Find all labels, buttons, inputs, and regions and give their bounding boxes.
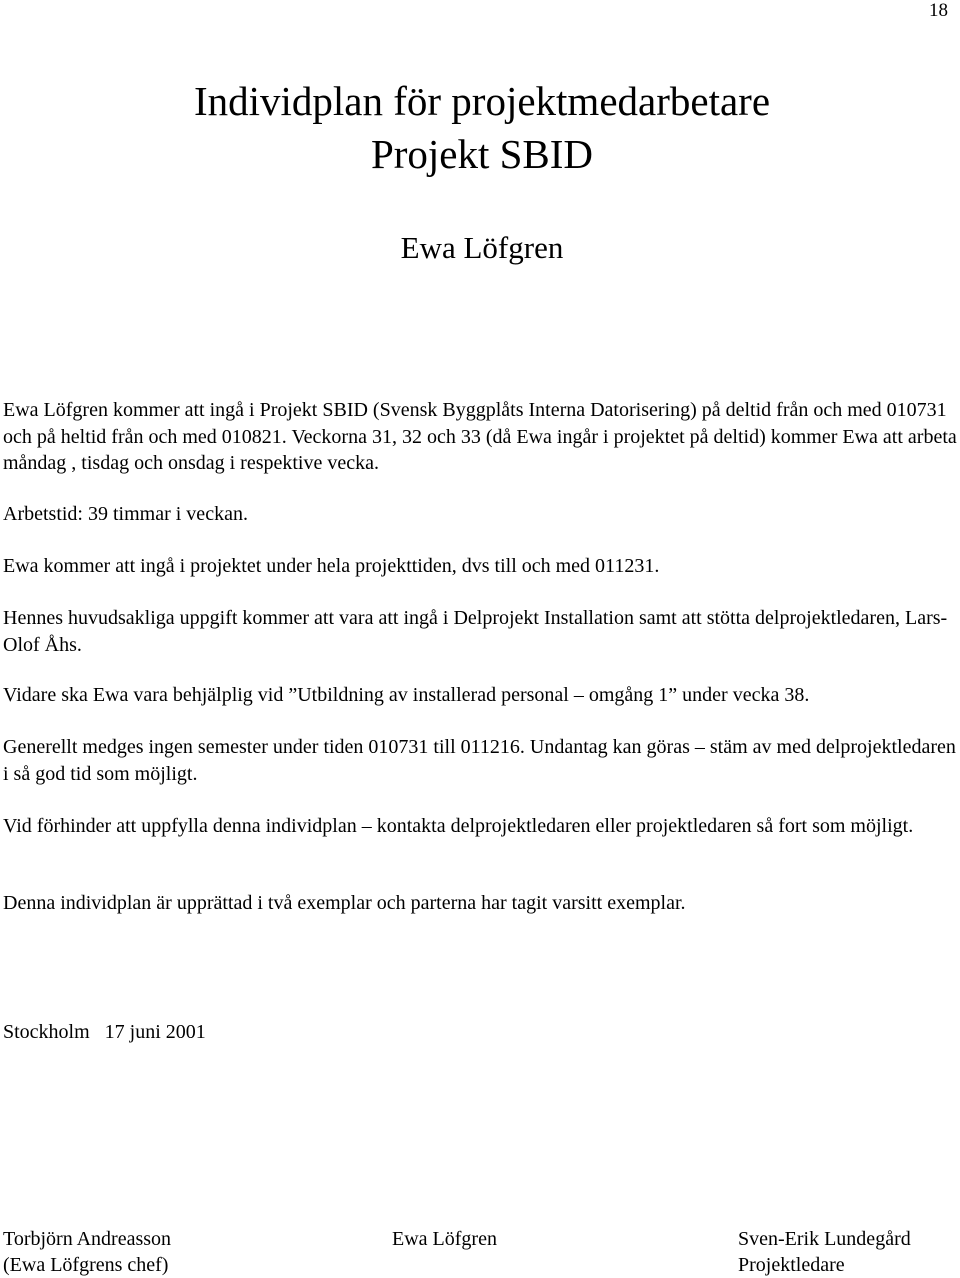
- signature-role: (Ewa Löfgrens chef): [3, 1254, 169, 1276]
- paragraph-training: Vidare ska Ewa vara behjälplig vid ”Utbildning av installerad personal – omgång 1” under vecka 38.: [3, 684, 810, 706]
- paragraph-vacation: Generellt medges ingen semester under tiden 010731 till 011216. Undantag kan göras – stäm av med delprojektledaren i så god tid som möjligt.: [3, 736, 956, 785]
- paragraph-participation: Ewa Löfgren kommer att ingå i Projekt SBID (Svensk Byggplåts Interna Datorisering) på deltid från och med 010731 och på heltid från och med 010821. Veckorna 31, 32 och 33 (då Ewa ingår i projektet på deltid) kommer Ewa att arbeta måndag , tisdag och onsdag i respektive vecka.: [3, 399, 957, 474]
- paragraph-working-hours: Arbetstid: 39 timmar i veckan.: [3, 503, 248, 525]
- project-title: Projekt SBID: [370, 131, 594, 177]
- paragraph-main-task: Hennes huvudsakliga uppgift kommer att vara att ingå i Delprojekt Installation samt att stötta delprojektledaren, Lars-Olof Åhs.: [3, 607, 948, 656]
- signature-name: Sven-Erik Lundegård: [738, 1228, 911, 1250]
- place-and-date: Stockholm 17 juni 2001: [3, 1021, 206, 1043]
- paragraph-obstacles: Vid förhinder att uppfylla denna individplan – kontakta delprojektledaren eller projektledaren så fort som möjligt.: [3, 815, 914, 837]
- signature-block-project-manager: [738, 1226, 911, 1278]
- signature-name: Torbjörn Andreasson: [3, 1228, 172, 1250]
- paragraph-copies: Denna individplan är upprättad i två exemplar och parterna har tagit varsitt exemplar.: [3, 892, 686, 914]
- page-number: 18: [929, 0, 948, 21]
- signature-block-employee: [392, 1226, 497, 1252]
- signature-block-manager: [3, 1226, 171, 1278]
- document-title: Individplan för projektmedarbetare: [193, 78, 771, 124]
- employee-name-heading: Ewa Löfgren: [400, 230, 564, 265]
- signature-name: Ewa Löfgren: [392, 1228, 497, 1250]
- signature-role: Projektledare: [738, 1254, 845, 1276]
- paragraph-project-duration: Ewa kommer att ingå i projektet under hela projekttiden, dvs till och med 011231.: [3, 555, 660, 577]
